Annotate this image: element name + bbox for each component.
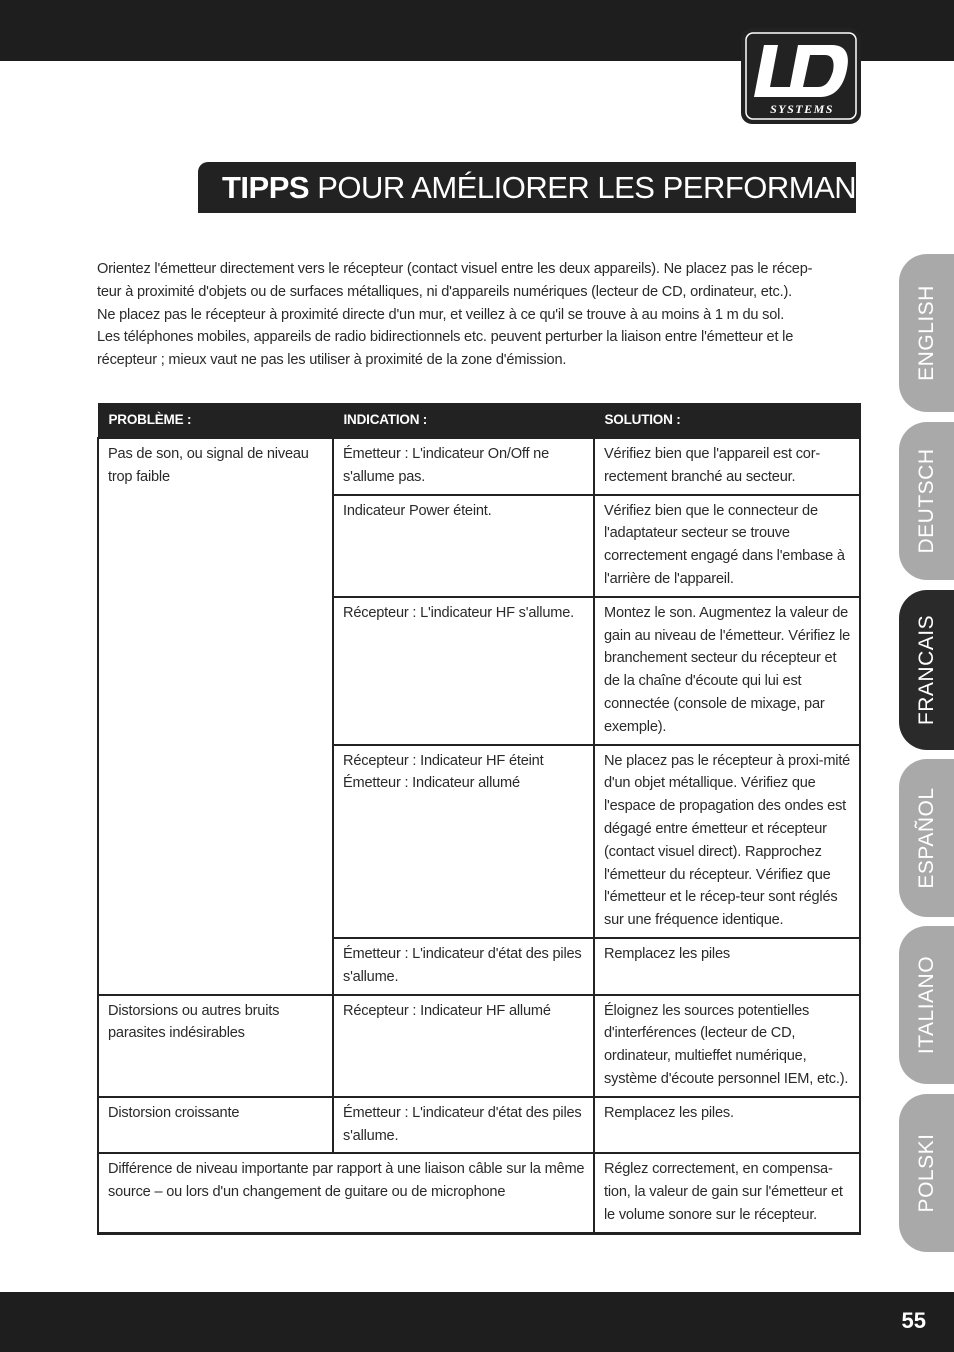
tab-label: ITALIANO [914,955,938,1055]
svg-text:SYSTEMS: SYSTEMS [770,102,834,116]
solution-cell: Éloignez les sources potentielles d'interférences (lecteur de CD, ordinateur, multieffet numérique, système d'écoute personnel IEM, etc.). [594,995,860,1097]
ld-systems-logo [740,27,862,125]
intro-line: récepteur ; mieux vaut ne pas les utiliser à proximité de la zone d'émission. [97,352,567,369]
tab-deutsch[interactable] [899,422,954,580]
indication-cell: Récepteur : L'indicateur HF s'allume. [333,597,594,745]
indication-cell: Émetteur : L'indicateur d'état des piles s'allume. [333,1097,594,1154]
solution-cell: Montez le son. Augmentez la valeur de gain au niveau de l'émetteur. Vérifiez le branchement secteur du récepteur et de la chaîne d'écoute qui lui est connectée (console de mixage, par exemple). [594,597,860,745]
solution-cell: Ne placez pas le récepteur à proxi-mité d'un objet métallique. Vérifiez que l'espace de propagation des ondes est dégagé entre émetteur et récepteur (contact visuel direct). Rapprochez l'émetteur du récepteur. Vérifiez que l'émetteur et le récep-teur sont réglés sur une fréquence identique. [594,745,860,938]
page-number: 55 [901,1308,926,1333]
section-title [222,170,935,206]
indication-line: Récepteur : Indicateur HF éteint [343,752,544,769]
problem-cell: Distorsion croissante [98,1097,333,1154]
indication-cell: Récepteur : Indicateur HF allumé [333,995,594,1097]
table-row [98,995,860,1097]
tab-francais[interactable] [899,590,954,750]
problem-cell: Distorsions ou autres bruits parasites indésirables [98,995,333,1097]
solution-cell: Vérifiez bien que l'appareil est cor-rectement branché au secteur. [594,438,860,495]
intro-line: teur à proximité d'objets ou de surfaces métalliques, ni d'appareils numériques (lecteur de CD, ordinateur, etc.). [97,283,792,300]
header-problem: PROBLÈME : [98,404,333,439]
problem-cell: Différence de niveau importante par rapport à une liaison câble sur la même source – ou lors d'un changement de guitare ou de microphone [98,1153,594,1233]
title-rest: POUR AMÉLIORER LES PERFORMANCES : [309,170,935,205]
intro-paragraph [97,258,859,372]
tab-espanol[interactable] [899,759,954,917]
tab-label: FRANCAIS [914,614,938,726]
header-indication: INDICATION : [333,404,594,439]
title-bold: TIPPS [222,170,310,205]
troubleshooting-table [97,403,861,1235]
solution-cell: Remplacez les piles [594,938,860,995]
header-solution: SOLUTION : [594,404,860,439]
intro-line: Orientez l'émetteur directement vers le récepteur (contact visuel entre les deux appareils). Ne placez pas le récep- [97,261,813,277]
tab-polski[interactable] [899,1094,954,1252]
indication-cell [333,745,594,938]
solution-cell: Vérifiez bien que le connecteur de l'adaptateur secteur se trouve correctement engagé dans l'embase à l'arrière de l'appareil. [594,495,860,597]
tab-label: POLSKI [914,1133,938,1213]
tab-label: DEUTSCH [914,448,938,554]
bottom-bar [0,1292,954,1352]
tab-english[interactable] [899,254,954,412]
table-row [98,1153,860,1233]
problem-cell: Pas de son, ou signal de niveau trop faible [98,438,333,995]
indication-cell: Émetteur : L'indicateur On/Off ne s'allume pas. [333,438,594,495]
tab-label: ESPAÑOL [914,787,938,889]
indication-cell: Émetteur : L'indicateur d'état des piles s'allume. [333,938,594,995]
intro-line: Les téléphones mobiles, appareils de radio bidirectionnels etc. peuvent perturber la liaison entre l'émetteur et le [97,329,794,346]
section-title-bar [198,162,935,213]
indication-cell: Indicateur Power éteint. [333,495,594,597]
solution-cell: Remplacez les piles. [594,1097,860,1154]
tab-italiano[interactable] [899,926,954,1084]
table-row [98,1097,860,1154]
table-header-row [98,404,860,439]
intro-line: Ne placez pas le récepteur à proximité directe d'un mur, et veillez à ce qu'il se trouve à au moins à 1 m du sol. [97,306,785,323]
table-row [98,438,860,495]
solution-cell: Réglez correctement, en compensa-tion, la valeur de gain sur l'émetteur et le volume sonore sur le récepteur. [594,1153,860,1233]
indication-line: Émetteur : Indicateur allumé [343,775,520,792]
tab-label: ENGLISH [914,285,938,381]
